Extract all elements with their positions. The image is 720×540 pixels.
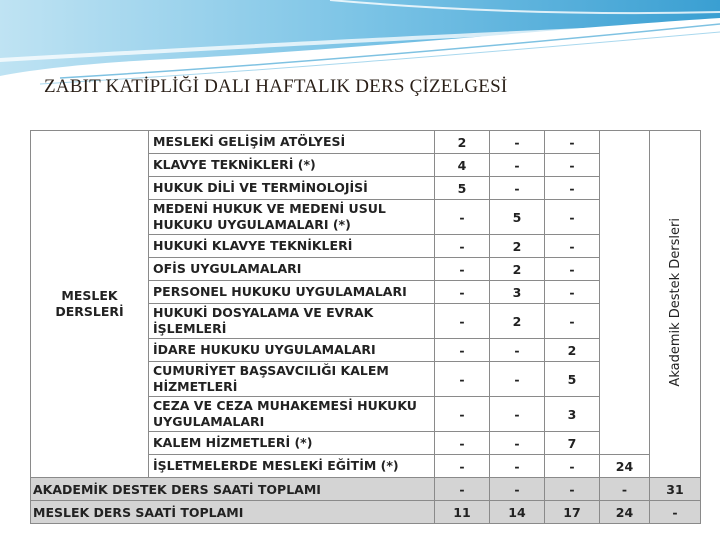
course-hours-2: - xyxy=(490,177,545,200)
course-name: MESLEKİ GELİŞİM ATÖLYESİ xyxy=(149,131,435,154)
course-hours-1: - xyxy=(435,235,490,258)
course-hours-1: - xyxy=(435,362,490,397)
course-hours-3: - xyxy=(545,455,600,478)
total-value-2: - xyxy=(490,478,545,501)
total-value-5: 31 xyxy=(650,478,701,501)
side-label: Akademik Destek Dersleri xyxy=(667,218,683,387)
course-hours-1: 4 xyxy=(435,154,490,177)
total-label: AKADEMİK DESTEK DERS SAATİ TOPLAMI xyxy=(31,478,435,501)
course-hours-3: - xyxy=(545,131,600,154)
course-hours-1: - xyxy=(435,200,490,235)
course-hours-2: 2 xyxy=(490,258,545,281)
total-label: MESLEK DERS SAATİ TOPLAMI xyxy=(31,501,435,524)
course-hours-4 xyxy=(600,131,650,455)
total-value-3: - xyxy=(545,478,600,501)
course-hours-2: - xyxy=(490,455,545,478)
course-hours-2: - xyxy=(490,339,545,362)
course-name: KLAVYE TEKNİKLERİ (*) xyxy=(149,154,435,177)
course-hours-3: - xyxy=(545,177,600,200)
course-hours-3: 3 xyxy=(545,397,600,432)
course-name: PERSONEL HUKUKU UYGULAMALARI xyxy=(149,281,435,304)
course-name: MEDENİ HUKUK VE MEDENİ USUL HUKUKU UYGULAMALARI (*) xyxy=(149,200,435,235)
course-hours-2: - xyxy=(490,432,545,455)
course-hours-1: - xyxy=(435,432,490,455)
total-row-vocational xyxy=(31,501,701,524)
course-hours-1: - xyxy=(435,455,490,478)
side-label-cell xyxy=(650,131,701,478)
course-hours-3: 2 xyxy=(545,339,600,362)
course-hours-2: 5 xyxy=(490,200,545,235)
course-hours-2: - xyxy=(490,362,545,397)
course-hours-3: 7 xyxy=(545,432,600,455)
total-value-2: 14 xyxy=(490,501,545,524)
group-label: MESLEK DERSLERİ xyxy=(31,131,149,478)
course-hours-3: - xyxy=(545,154,600,177)
course-hours-3: - xyxy=(545,200,600,235)
total-value-1: - xyxy=(435,478,490,501)
course-hours-1: 2 xyxy=(435,131,490,154)
course-hours-1: - xyxy=(435,258,490,281)
total-row-academic xyxy=(31,478,701,501)
course-hours-2: - xyxy=(490,154,545,177)
total-value-4: 24 xyxy=(600,501,650,524)
schedule-table xyxy=(30,130,701,524)
course-hours-1: 5 xyxy=(435,177,490,200)
course-hours-1: - xyxy=(435,339,490,362)
course-name: İŞLETMELERDE MESLEKİ EĞİTİM (*) xyxy=(149,455,435,478)
course-hours-3: - xyxy=(545,304,600,339)
course-hours-2: 2 xyxy=(490,304,545,339)
course-hours-1: - xyxy=(435,281,490,304)
total-value-5: - xyxy=(650,501,701,524)
course-name: CEZA VE CEZA MUHAKEMESİ HUKUKU UYGULAMALARI xyxy=(149,397,435,432)
course-hours-3: - xyxy=(545,258,600,281)
course-name: OFİS UYGULAMALARI xyxy=(149,258,435,281)
course-name: CUMURİYET BAŞSAVCILIĞI KALEM HİZMETLERİ xyxy=(149,362,435,397)
course-name: KALEM HİZMETLERİ (*) xyxy=(149,432,435,455)
course-hours-3: - xyxy=(545,235,600,258)
course-hours-2: - xyxy=(490,397,545,432)
total-value-3: 17 xyxy=(545,501,600,524)
course-hours-1: - xyxy=(435,397,490,432)
total-value-1: 11 xyxy=(435,501,490,524)
course-hours-3: 5 xyxy=(545,362,600,397)
course-hours-2: - xyxy=(490,131,545,154)
course-name: HUKUKİ DOSYALAMA VE EVRAK İŞLEMLERİ xyxy=(149,304,435,339)
course-name: HUKUK DİLİ VE TERMİNOLOJİSİ xyxy=(149,177,435,200)
total-value-4: - xyxy=(600,478,650,501)
course-name: HUKUKİ KLAVYE TEKNİKLERİ xyxy=(149,235,435,258)
page-title: ZABIT KATİPLİĞİ DALI HAFTALIK DERS ÇİZELGESİ xyxy=(44,76,508,97)
table-row xyxy=(31,131,701,154)
course-hours-1: - xyxy=(435,304,490,339)
course-hours-4: 24 xyxy=(600,455,650,478)
course-hours-3: - xyxy=(545,281,600,304)
course-hours-2: 2 xyxy=(490,235,545,258)
course-hours-2: 3 xyxy=(490,281,545,304)
course-name: İDARE HUKUKU UYGULAMALARI xyxy=(149,339,435,362)
